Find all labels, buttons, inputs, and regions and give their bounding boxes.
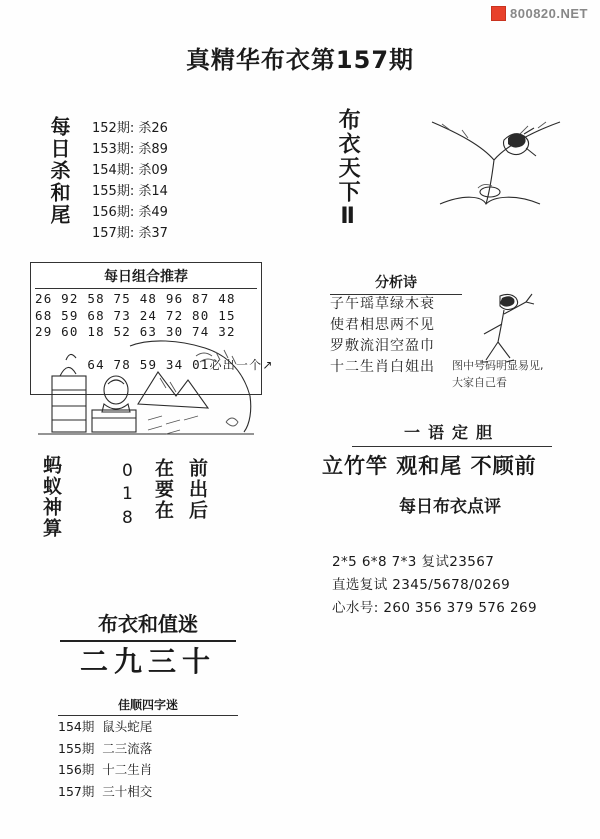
page-title: 真精华布衣第157期 — [185, 46, 415, 74]
poem-line: 十二生肖白姐出 — [330, 359, 435, 375]
ant-phrase-column-1: 在要在 — [151, 458, 174, 521]
number-line-3: 心水号: 260 356 379 576 269 — [332, 600, 537, 616]
table-row: 29 60 18 52 63 30 74 32 — [35, 324, 236, 339]
one-word-answer: 立竹竿 观和尾 不顾前 — [322, 454, 537, 478]
poem-lines — [330, 294, 435, 378]
table-row: 156期 十二生肖 — [58, 762, 153, 777]
daily-kill-label: 每日杀和尾 — [47, 116, 71, 226]
running-figure-drawing — [470, 288, 540, 368]
number-line-1: 2*5 6*8 7*3 复试23567 — [332, 554, 495, 570]
poem-line: 使君相思两不见 — [330, 317, 435, 333]
watermark — [491, 6, 588, 21]
list-item: 152期: 杀26 — [92, 121, 168, 136]
four-char-riddle-list — [58, 716, 248, 802]
ant-digits — [122, 460, 133, 530]
table-row: 154期 鼠头蛇尾 — [58, 719, 153, 734]
bird-on-tree-drawing — [420, 104, 570, 214]
square-badge-icon — [491, 6, 506, 21]
ant-divination-label: 蚂蚁神算 — [39, 455, 62, 539]
daily-review-title: 每日布衣点评 — [399, 497, 501, 517]
table-row: 155期 二三流落 — [58, 740, 153, 756]
poem-line: 罗敷流泪空盈巾 — [330, 338, 435, 354]
combo-title: 每日组合推荐 — [35, 266, 257, 289]
riddle-answer: 二九三十 — [79, 645, 216, 678]
ant-digit: 0 — [122, 461, 133, 481]
table-row: 68 59 68 73 24 72 80 15 — [35, 307, 236, 323]
combo-note: 必出一个↗ — [209, 358, 274, 372]
list-item: 157期: 杀37 — [92, 226, 168, 242]
ant-digit: 8 — [122, 507, 133, 528]
table-row: 26 92 58 75 48 96 87 48 — [35, 291, 236, 306]
combo-row-numbers: 64 78 59 34 01 — [87, 357, 210, 372]
figure-note-line: 大家自己看 — [452, 375, 507, 389]
figure-note-line: 图中号码明显易见, — [452, 359, 544, 372]
ant-phrase-column-2: 前出后 — [185, 458, 208, 521]
poem-line: 子午瑶草绿木衰 — [330, 296, 435, 312]
buyi-section-title: 布衣天下Ⅱ — [335, 108, 361, 231]
ant-digit: 1 — [122, 484, 133, 505]
watermark-text: 800820.NET — [510, 6, 588, 21]
list-item: 155期: 杀14 — [92, 184, 168, 200]
figure-note — [452, 358, 544, 391]
one-word-title: 一语定胆 — [352, 420, 552, 447]
table-row: 157期 三十相交 — [58, 783, 153, 799]
poem-title: 分析诗 — [330, 272, 462, 295]
number-line-2: 直选复试 2345/5678/0269 — [332, 577, 511, 593]
riddle-title: 布衣和值迷 — [60, 608, 236, 642]
four-char-riddle-title: 佳顺四字迷 — [58, 696, 238, 716]
scholar-desk-mountain-drawing — [30, 326, 262, 446]
list-item: 154期: 杀09 — [92, 163, 168, 179]
list-item: 156期: 杀49 — [92, 205, 168, 221]
list-item: 153期: 杀89 — [92, 142, 168, 158]
daily-kill-list — [92, 118, 168, 244]
